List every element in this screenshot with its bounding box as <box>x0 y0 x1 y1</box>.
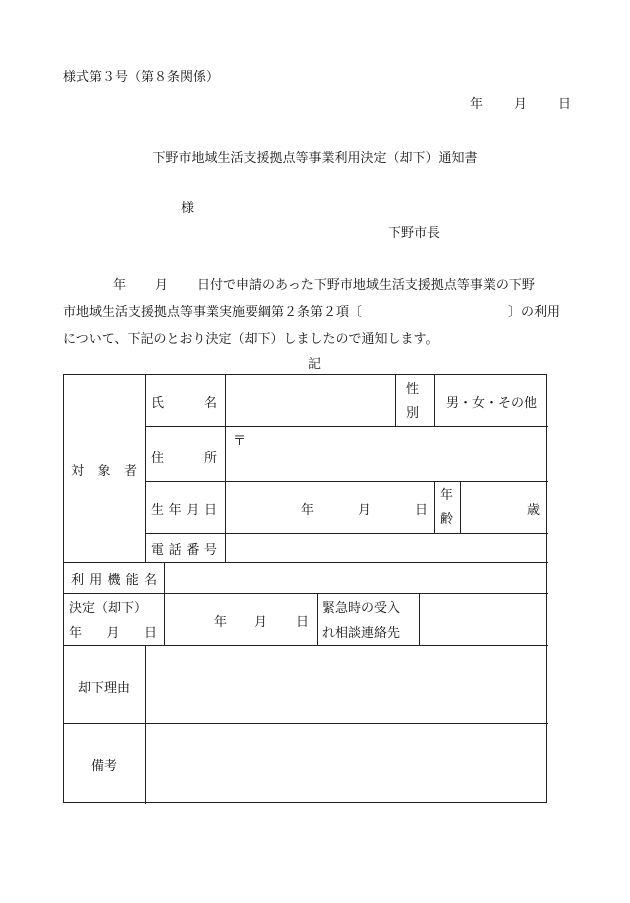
ki-heading: 記 <box>308 357 322 372</box>
decision-date-label: 年 月 日 <box>69 626 157 641</box>
sender-name: 下野市長 <box>388 226 441 241</box>
document-title: 下野市地域生活支援拠点等事業利用決定（却下）通知書 <box>152 151 478 166</box>
decision-month-label: 月 <box>254 615 268 630</box>
date-month-label: 月 <box>514 97 528 112</box>
emergency-contact-field[interactable] <box>420 594 547 644</box>
decision-day-label: 日 <box>296 615 310 630</box>
birthdate-label: 生 年 月 日 <box>151 503 217 518</box>
sex-options[interactable]: 男・女・その他 <box>446 396 538 411</box>
postal-mark: 〒 <box>233 434 247 449</box>
decision-year-label: 年 <box>214 615 228 630</box>
function-label: 利 用 機 能 名 <box>71 573 157 588</box>
body-line-2: 市地域生活支援拠点等事業実施要綱第２条第２項〔 〕の利用 <box>63 305 561 320</box>
sex-label: 性 別 <box>406 382 420 421</box>
notice-body <box>63 272 568 353</box>
emergency-label-2: れ相談連絡先 <box>322 626 401 641</box>
birth-day-label: 日 <box>415 503 429 518</box>
address-field[interactable] <box>226 427 547 480</box>
phone-field[interactable] <box>226 534 547 561</box>
name-field[interactable] <box>226 375 394 425</box>
date-year-label: 年 <box>470 97 484 112</box>
form-number: 様式第３号（第８条関係） <box>63 70 220 85</box>
address-label: 住 所 <box>151 451 217 466</box>
body-line-3: について、下記のとおり決定（却下）しましたので通知します。 <box>63 332 439 347</box>
birth-year-label: 年 <box>301 503 315 518</box>
emergency-label: 緊急時の受入 <box>322 601 401 616</box>
date-day-label: 日 <box>558 97 572 112</box>
rejection-reason-label: 却下理由 <box>78 681 131 696</box>
decision-label: 決定（却下） <box>69 601 148 616</box>
remarks-field[interactable] <box>146 724 547 803</box>
age-label: 年 齢 <box>440 488 454 527</box>
remarks-label: 備考 <box>91 759 118 774</box>
body-line-1: 年 月 日付で申請のあった下野市地域生活支援拠点等事業の下野 <box>113 278 535 293</box>
rejection-reason-field[interactable] <box>146 646 547 722</box>
phone-label: 電 話 番 号 <box>151 543 217 558</box>
notice-table <box>63 374 547 803</box>
function-field[interactable] <box>165 563 547 592</box>
age-unit: 歳 <box>527 503 541 518</box>
addressee-suffix: 様 <box>181 201 195 216</box>
name-label: 氏 名 <box>151 396 217 411</box>
birth-month-label: 月 <box>358 503 372 518</box>
subject-label: 対 象 者 <box>71 464 137 479</box>
